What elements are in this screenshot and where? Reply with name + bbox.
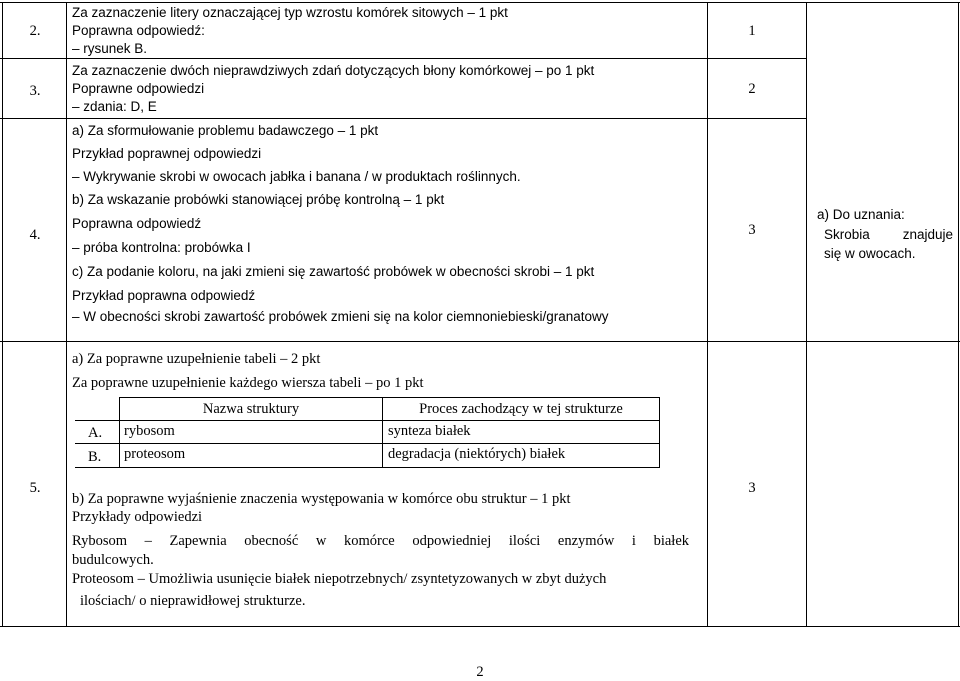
criterion-line: – W obecności skrobi zawartość probówek zmieni się na kolor ciemnoniebieski/granatowy	[72, 309, 609, 324]
criterion-line: Przykłady odpowiedzi	[72, 509, 203, 525]
page-number: 2	[476, 664, 484, 680]
table-cell-process: synteza białek	[388, 423, 471, 439]
criterion-line: – próba kontrolna: probówka I	[72, 240, 251, 255]
criterion-line: – Wykrywanie skrobi w owocach jabłka i banana / w produktach roślinnych.	[72, 169, 521, 184]
criterion-line: b) Za poprawne wyjaśnienie znaczenia występowania w komórce obu struktur – 1 pkt	[72, 491, 571, 507]
table-cell-structure: proteosom	[124, 446, 186, 462]
rule	[0, 626, 960, 627]
criterion-line: – zdania: D, E	[72, 99, 157, 114]
points-value: 3	[748, 480, 756, 496]
points-value: 3	[748, 222, 756, 238]
criterion-line: Przykład poprawna odpowiedź	[72, 288, 256, 303]
criterion-line: Poprawna odpowiedź:	[72, 23, 205, 38]
criterion-line: Rybosom – Zapewnia obecność w komórce odpowiedniej ilości enzymów i białek	[72, 533, 689, 549]
criterion-line: c) Za podanie koloru, na jaki zmieni się zawartość probówek w obecności skrobi – 1 pkt	[72, 264, 595, 279]
criterion-line: Proteosom – Umożliwia usunięcie białek niepotrzebnych/ zsyntetyzowanych w zbyt dużych	[72, 571, 607, 587]
table-cell-structure: rybosom	[124, 423, 175, 439]
points-value: 1	[748, 23, 756, 39]
criterion-line: Za zaznaczenie dwóch nieprawdziwych zdań dotyczących błony komórkowej – po 1 pkt	[72, 63, 595, 78]
rule	[958, 2, 959, 627]
criterion-line: ilościach/ o nieprawidłowej strukturze.	[80, 593, 306, 609]
table-row-letter: A.	[88, 425, 103, 441]
criterion-line: b) Za wskazanie probówki stanowiącej próbę kontrolną – 1 pkt	[72, 192, 445, 207]
table-row-letter: B.	[88, 449, 102, 465]
remarks-line: a) Do uznania:	[817, 207, 905, 222]
criterion-line: Za zaznaczenie litery oznaczającej typ wzrostu komórek sitowych – 1 pkt	[72, 5, 508, 20]
rule	[707, 2, 708, 627]
task-number: 5.	[29, 480, 41, 496]
criterion-line: Przykład poprawnej odpowiedzi	[72, 146, 262, 161]
rule	[806, 2, 807, 627]
criterion-line: – rysunek B.	[72, 41, 148, 56]
task-number: 4.	[29, 227, 41, 243]
rule	[66, 2, 67, 627]
criterion-line: a) Za sformułowanie problemu badawczego – 1 pkt	[72, 123, 379, 138]
rule	[0, 58, 806, 59]
rule	[2, 2, 3, 627]
remarks-line: Skrobia znajduje	[824, 227, 953, 242]
criterion-line: a) Za poprawne uzupełnienie tabeli – 2 pkt	[72, 351, 321, 367]
table-cell-process: degradacja (niektórych) białek	[388, 446, 566, 462]
rule	[0, 2, 960, 3]
criterion-line: budulcowych.	[72, 552, 154, 568]
task-number: 2.	[29, 23, 41, 39]
rule	[0, 341, 960, 342]
rule	[0, 118, 806, 119]
remarks-line: się w owocach.	[824, 246, 916, 261]
criterion-line: Za poprawne uzupełnienie każdego wiersza tabeli – po 1 pkt	[72, 375, 424, 391]
criterion-line: Poprawna odpowiedź	[72, 216, 202, 231]
points-value: 2	[748, 81, 756, 97]
table-header: Proces zachodzący w tej strukturze	[419, 401, 623, 417]
table-header: Nazwa struktury	[202, 401, 300, 417]
task-number: 3.	[29, 83, 41, 99]
criterion-line: Poprawne odpowiedzi	[72, 81, 205, 96]
